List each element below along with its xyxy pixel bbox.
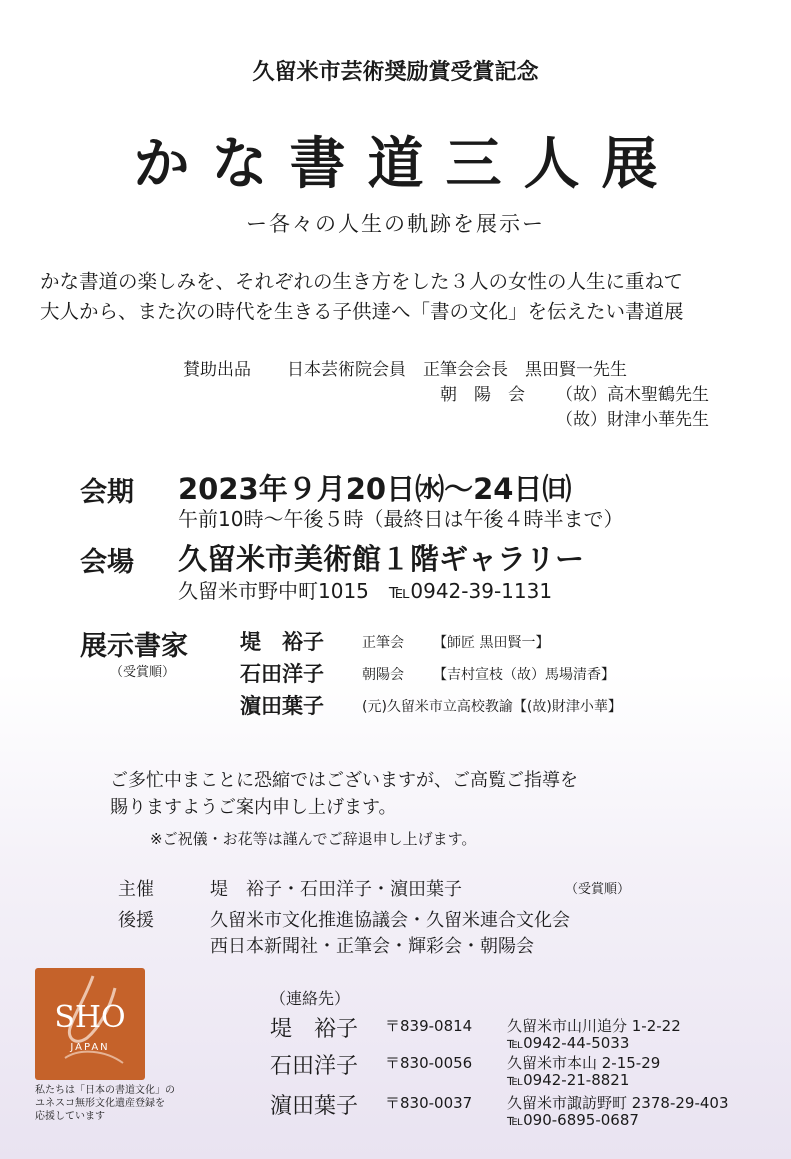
logo-text: SHO [54, 1000, 126, 1035]
artists-label: 展示書家 [80, 631, 188, 662]
artist-teacher: 【吉村宣枝（故）馬場清香】 [433, 667, 615, 683]
contact-tel: ℡0942-21-8821 [507, 1071, 630, 1089]
description-line-1: かな書道の楽しみを、それぞれの生き方をした３人の女性の人生に重ねて [40, 270, 684, 293]
logo-caption-line: 私たちは「日本の書道文化」の [35, 1085, 175, 1096]
schedule-dates: 2023年９月20日㈬〜24日㈰ [178, 472, 572, 506]
artist-name: 濵田葉子 [240, 694, 324, 718]
invitation-line-1: ご多忙中まことに恐縮ではございますが、ご高覧ご指導を [110, 770, 578, 791]
support-line-3: （故）財津小華先生 [556, 410, 709, 430]
contact-tel: ℡090-6895-0687 [507, 1111, 639, 1129]
artists-order-note: （受賞順） [110, 665, 176, 680]
contact-tel: ℡0942-44-5033 [507, 1034, 630, 1052]
event-subtitle: 久留米市芸術奨励賞受賞記念 [252, 60, 539, 85]
sponsor-label: 後援 [118, 910, 154, 931]
schedule-label: 会期 [80, 477, 134, 508]
invitation-line-2: 賜りますようご案内申し上げます。 [110, 797, 397, 818]
support-group: 朝 陽 会 [440, 385, 525, 405]
contact-name: 堤 裕子 [270, 1017, 359, 1042]
contact-address: 久留米市諏訪野町 2378-29-403 [507, 1094, 729, 1112]
sponsor-line-1: 久留米市文化推進協議会・久留米連合文化会 [210, 910, 570, 931]
contact-zip: 〒830-0056 [385, 1054, 473, 1072]
artist-group: 朝陽会 [362, 667, 404, 683]
logo-caption-line: 応援しています [35, 1111, 105, 1122]
contact-name: 石田洋子 [270, 1054, 359, 1079]
artist-name: 堤 裕子 [240, 630, 324, 654]
artist-group: 正筆会 [362, 635, 404, 651]
artist-name: 石田洋子 [240, 662, 324, 686]
host-note: （受賞順） [565, 882, 631, 897]
support-line-1: 日本芸術院会員 正筆会会長 黒田賢一先生 [287, 360, 627, 380]
logo-caption [35, 1084, 175, 1123]
invitation-note: ※ご祝儀・お花等は謹んでご辞退申し上げます。 [150, 830, 477, 848]
schedule-hours: 午前10時〜午後５時（最終日は午後４時半まで） [178, 507, 624, 531]
contact-address: 久留米市本山 2-15-29 [507, 1054, 661, 1072]
contact-zip: 〒839-0814 [385, 1017, 473, 1035]
event-title: かな書道三人展 [133, 132, 680, 197]
sho-japan-logo [35, 968, 145, 1080]
logo-caption-line: ユネスコ無形文化遺産登録を [35, 1098, 165, 1109]
venue-label: 会場 [80, 547, 134, 578]
sponsor-line-2: 西日本新聞社・正筆会・輝彩会・朝陽会 [210, 936, 534, 957]
venue-address: 久留米市野中町1015 ℡0942-39-1131 [178, 579, 553, 603]
description-line-2: 大人から、また次の時代を生きる子供達へ「書の文化」を伝えたい書道展 [40, 300, 684, 323]
contact-zip: 〒830-0037 [385, 1094, 473, 1112]
contact-address: 久留米市山川追分 1-2-22 [507, 1017, 681, 1035]
event-tagline: ー各々の人生の軌跡を展示ー [246, 212, 545, 236]
logo-subtext: JAPAN [70, 1042, 110, 1053]
support-label: 賛助出品 [183, 360, 251, 380]
support-line-2: （故）高木聖鶴先生 [556, 385, 709, 405]
contact-name: 濵田葉子 [270, 1094, 359, 1119]
host-value: 堤 裕子・石田洋子・濵田葉子 [210, 879, 462, 900]
venue-name: 久留米市美術館１階ギャラリー [178, 542, 585, 576]
artist-group: (元)久留米市立高校教諭【(故)財津小華】 [362, 699, 622, 715]
artist-teacher: 【師匠 黒田賢一】 [433, 635, 550, 651]
host-label: 主催 [118, 879, 154, 900]
contacts-label: （連絡先） [270, 989, 351, 1008]
